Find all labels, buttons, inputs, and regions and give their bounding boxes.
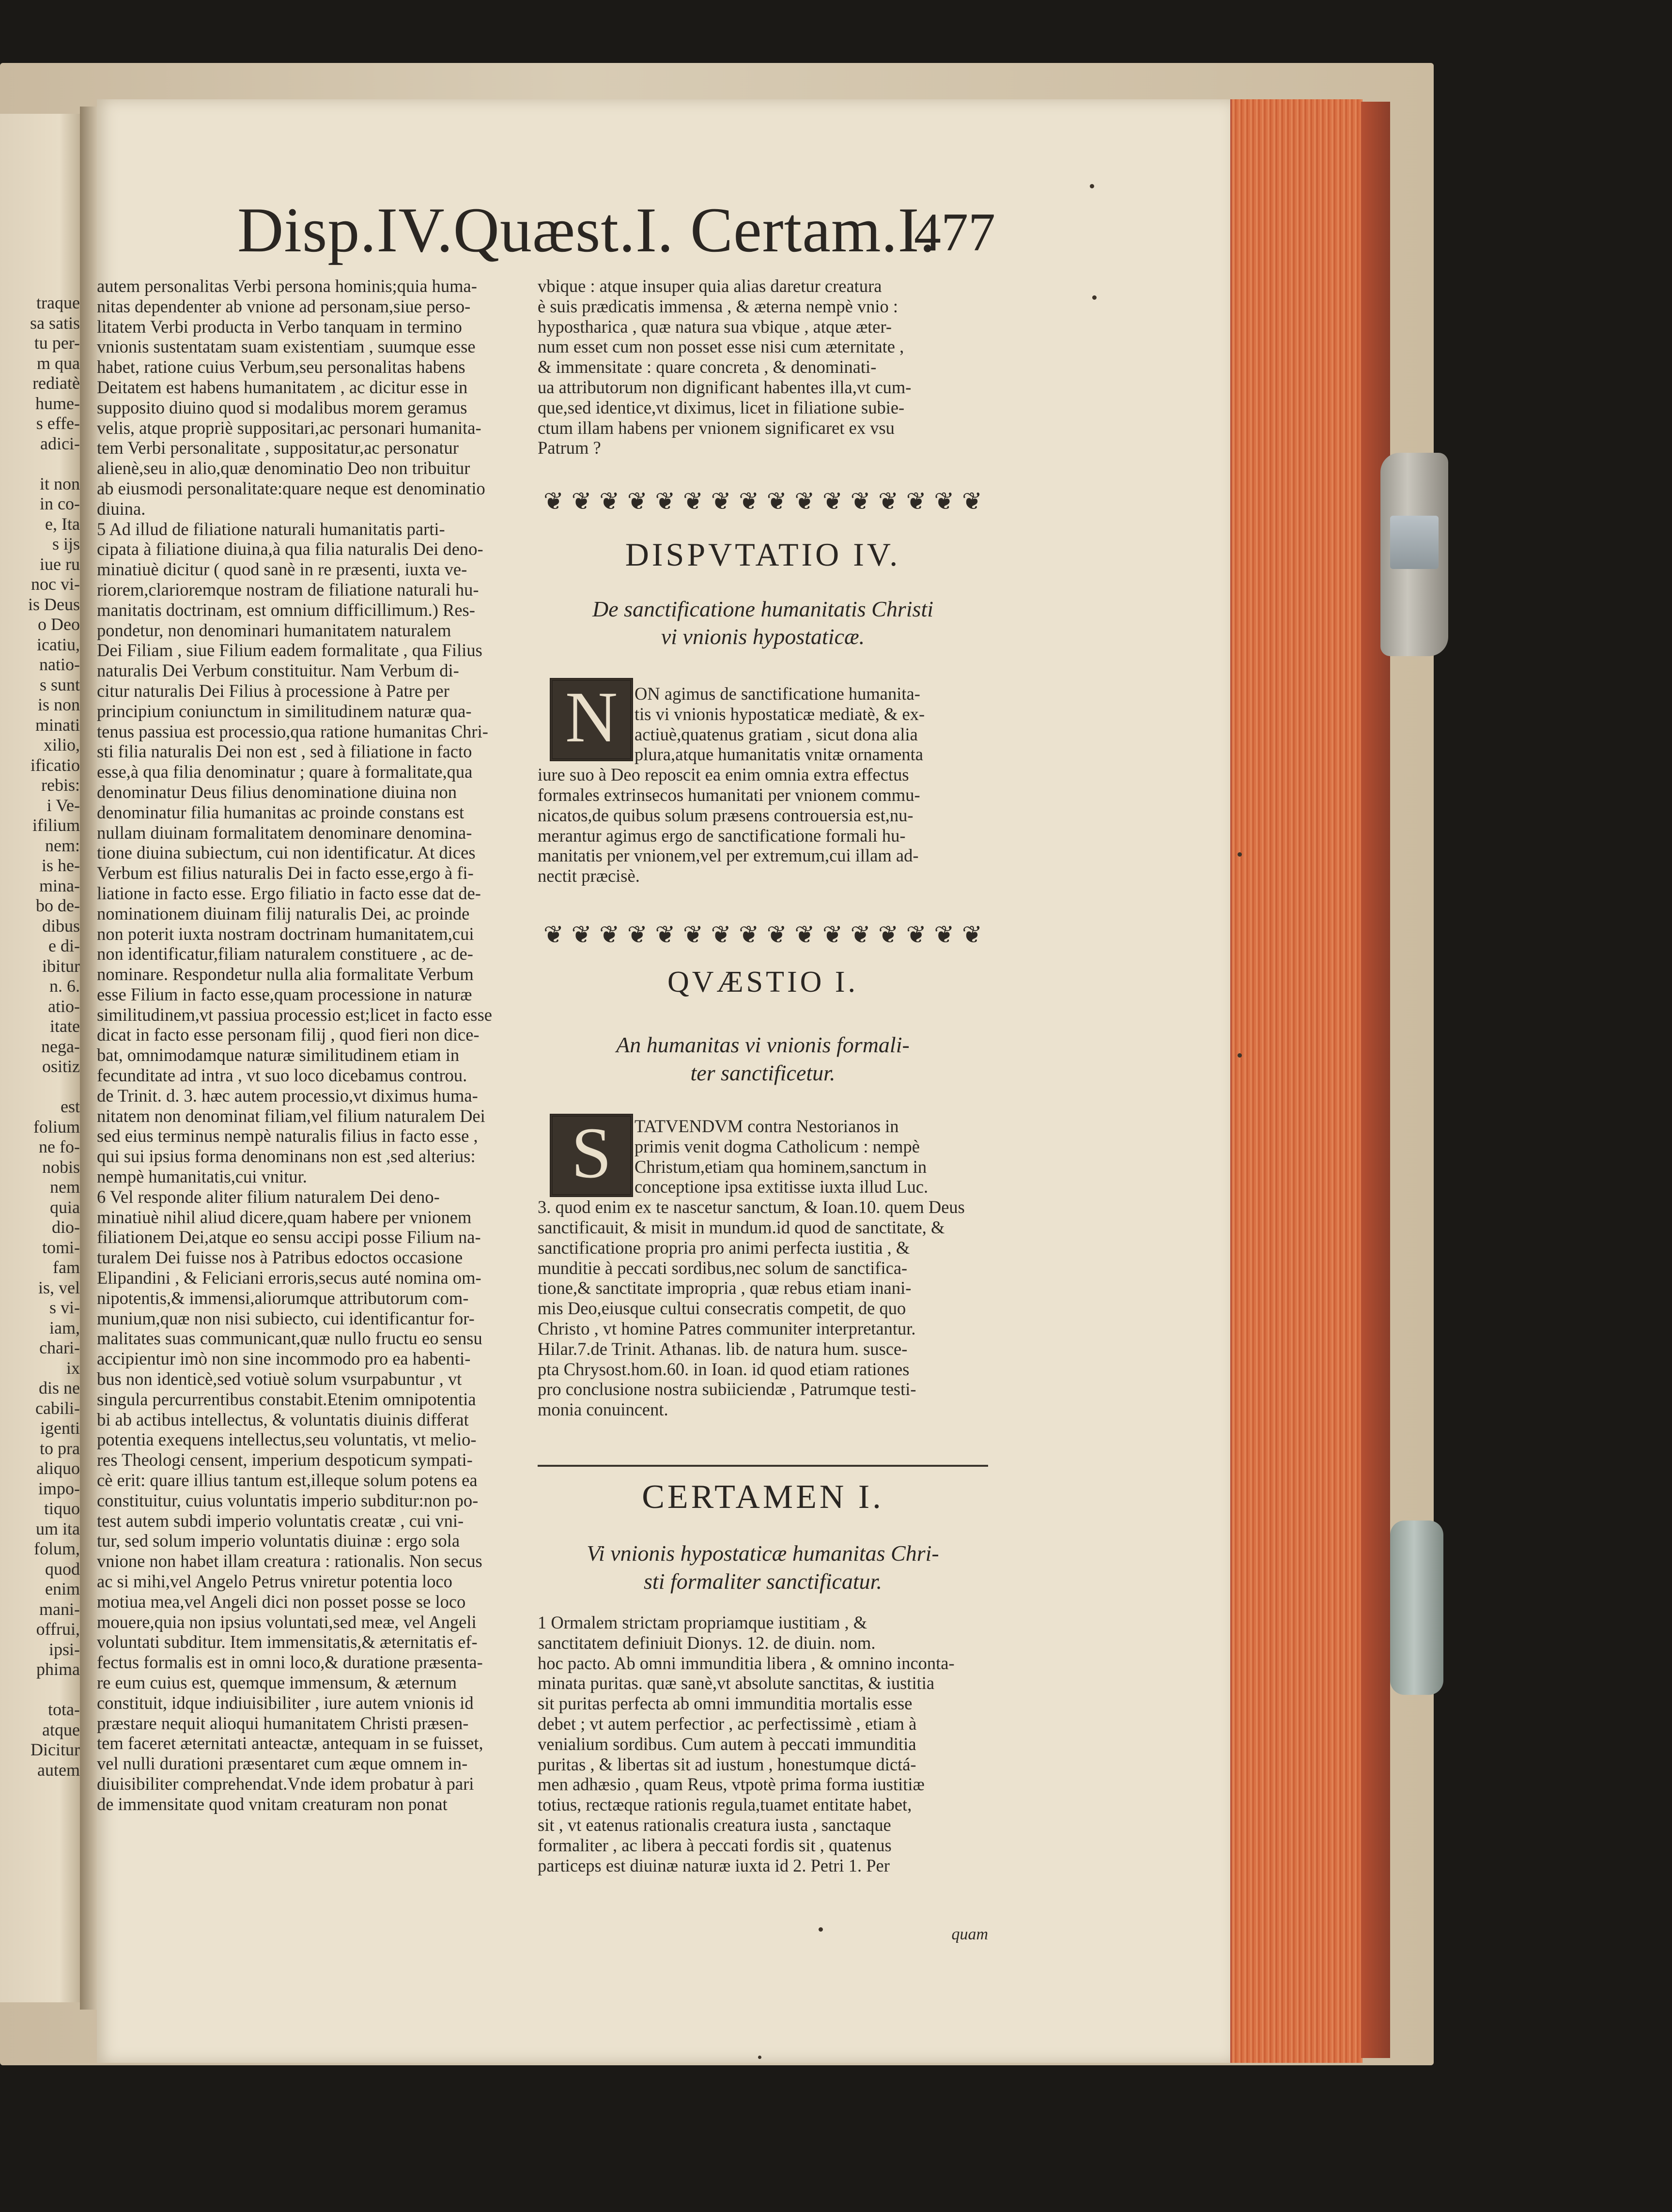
fleuron-icon: ❦ bbox=[599, 921, 620, 948]
text-line: de immensitate quod vnitam creaturam non ponat bbox=[97, 1794, 448, 1814]
left-page-fragment: adici- bbox=[40, 433, 80, 453]
fleuron-icon: ❦ bbox=[850, 921, 871, 948]
left-page-fragment: igenti bbox=[40, 1418, 80, 1438]
fleuron-icon: ❦ bbox=[934, 921, 955, 948]
left-page-fragment: e, Ita bbox=[45, 514, 80, 534]
speck bbox=[819, 1927, 823, 1932]
text-line: velis, atque propriè suppositari,ac personari humanita- bbox=[97, 417, 481, 438]
text-line: præstare nequit alioqui humanitatem Christi præsen- bbox=[97, 1713, 469, 1733]
text-line: esse,à qua filia denominatur ; quare à formalitate,qua bbox=[97, 762, 473, 782]
text-line: Elipandini , & Feliciani erroris,secus auté nomina om- bbox=[97, 1268, 481, 1288]
text-line: vnionis sustentatam suam existentiam , suumque esse bbox=[97, 337, 476, 357]
text-line: dicat in facto esse personam filij , quod fieri non dice- bbox=[97, 1025, 480, 1045]
text-line: sti filia naturalis Dei non est , sed à filiatione in facto bbox=[97, 741, 472, 762]
speck bbox=[1238, 852, 1242, 857]
right-column-continuation bbox=[538, 276, 988, 458]
section-rule bbox=[538, 1465, 988, 1467]
left-page-fragment: it non bbox=[39, 474, 80, 493]
left-page-fragment: iam, bbox=[49, 1318, 80, 1337]
fleuron-icon: ❦ bbox=[655, 488, 676, 515]
fleuron-icon: ❦ bbox=[711, 921, 731, 948]
text-line: 3. quod enim ex te nascetur sanctum, & Ioan.10. quem Deus bbox=[538, 1197, 965, 1217]
text-line: vbique : atque insuper quia alias daretur creatura bbox=[538, 276, 882, 296]
left-page-fragment: folium bbox=[33, 1117, 80, 1137]
left-page-fragment: quod bbox=[45, 1559, 80, 1579]
text-line: actiuè,quatenus gratiam , sicut dona alia bbox=[635, 724, 918, 744]
left-page-fragment: xilio, bbox=[43, 735, 80, 754]
text-line: denominatur Deus filius denominatione diuina non bbox=[97, 782, 457, 802]
text-line: plura,atque humanitatis vnitæ ornamenta bbox=[635, 744, 924, 765]
disputatio-subtitle-2: vi vnionis hypostaticæ. bbox=[661, 624, 865, 649]
quaestio-subtitle-1: An humanitas vi vnionis formali- bbox=[616, 1032, 910, 1057]
certamen-paragraph bbox=[538, 1613, 988, 1875]
disputatio-paragraph bbox=[538, 684, 988, 886]
left-page-fragment: aliquo bbox=[36, 1459, 80, 1478]
text-line: malitates suas communicant,quæ nullo fructu eo sensu bbox=[97, 1328, 482, 1349]
speck bbox=[1092, 295, 1097, 300]
fleuron-icon: ❦ bbox=[739, 488, 759, 515]
left-page bbox=[0, 114, 85, 2002]
text-line: minatiuè dicitur ( quod sanè in re præsenti, iuxta ve- bbox=[97, 559, 467, 580]
left-page-fragment: impo- bbox=[38, 1478, 80, 1498]
left-page-fragment: chari- bbox=[39, 1338, 80, 1357]
fleuron-icon: ❦ bbox=[878, 488, 899, 515]
page-number: 477 bbox=[914, 202, 995, 262]
text-line: manitatis doctrinam, est omnium difficillimum.) Res- bbox=[97, 599, 475, 620]
text-line: Christo , vt homine Patres communiter interpretantur. bbox=[538, 1318, 916, 1338]
left-page-fragment: rebis: bbox=[41, 775, 80, 795]
text-line: principium coniunctum in similitudinem naturæ qua- bbox=[97, 701, 472, 721]
text-line: nitas dependenter ab vnione ad personam,siue perso- bbox=[97, 296, 471, 316]
fleuron-icon: ❦ bbox=[766, 488, 787, 515]
fleuron-icon: ❦ bbox=[543, 488, 564, 515]
left-page-fragment: est bbox=[61, 1097, 80, 1116]
text-line: tem Verbi personalitate , suppositatur,ac personatur bbox=[97, 438, 459, 458]
text-line: primis venit dogma Catholicum : nempè bbox=[635, 1136, 920, 1156]
text-line: vnione non habet illam creatura : rationalis. Non secus bbox=[97, 1551, 482, 1571]
text-line: naturalis Dei Verbum constituitur. Nam Verbum di- bbox=[97, 661, 459, 681]
text-line: Hilar.7.de Trinit. Athanas. lib. de natura hum. susce- bbox=[538, 1338, 908, 1359]
text-line: ctum illam habens per vnionem significaret ex vsu bbox=[538, 417, 895, 438]
certamen-subtitle-1: Vi vnionis hypostaticæ humanitas Chri- bbox=[587, 1541, 939, 1566]
disputatio-subtitle-1: De sanctificatione humanitatis Christi bbox=[592, 597, 934, 621]
text-line: sanctitatem definiuit Dionys. 12. de diuin. nom. bbox=[538, 1632, 876, 1653]
text-line: bus non identicè,sed votiuè solum vsurpabuntur , vt bbox=[97, 1369, 462, 1389]
fleuron-icon: ❦ bbox=[822, 921, 843, 948]
left-page-fragment: bo de- bbox=[36, 896, 80, 915]
text-line: nullam diuinam formalitatem denominare denomina- bbox=[97, 822, 472, 843]
text-line: munditie à peccati sordibus,nec solum de sanctifica- bbox=[538, 1258, 908, 1278]
page-edges-shadow bbox=[1361, 102, 1390, 2058]
left-page-fragment: folum, bbox=[34, 1539, 80, 1558]
left-page-fragment: nem bbox=[50, 1177, 80, 1197]
text-line: habet, ratione cuius Verbum,seu personalitas habens bbox=[97, 357, 465, 377]
left-page-fragment: noc vi- bbox=[31, 574, 80, 594]
text-line: fecunditate ad intra , vt suo loco dicebamus controu. bbox=[97, 1065, 467, 1086]
left-page-fragment: icatiu, bbox=[37, 634, 80, 654]
text-line: sit , vt eatenus rationalis creatura iusta , sanctaque bbox=[538, 1814, 891, 1835]
quaestio-title: QVÆSTIO I. bbox=[667, 966, 859, 998]
left-page-fragment: autem bbox=[37, 1760, 80, 1780]
text-line: autem personalitas Verbi persona hominis;quia huma- bbox=[97, 276, 477, 296]
catchword: quam bbox=[951, 1925, 988, 1943]
text-line: filiationem Dei,atque eo sensu accipi posse Filium na- bbox=[97, 1227, 481, 1247]
fleuron-icon: ❦ bbox=[850, 488, 871, 515]
text-line: singula percurrentibus constabit.Etenim omnipotentia bbox=[97, 1389, 476, 1409]
speck bbox=[1090, 184, 1094, 188]
left-page-fragment: offrui, bbox=[36, 1619, 80, 1639]
text-line: res Theologi censent, imperium despoticum sympati- bbox=[97, 1450, 473, 1470]
fleuron-icon: ❦ bbox=[906, 488, 927, 515]
text-line: nectit præcisè. bbox=[538, 866, 640, 886]
text-line: Verbum est filius naturalis Dei in facto esse,ergo à fi- bbox=[97, 863, 474, 883]
text-line: mouere,quia non ipsius voluntati,sed meæ, vel Angeli bbox=[97, 1612, 477, 1632]
text-line: litatem Verbi producta in Verbo tanquam in termino bbox=[97, 316, 462, 337]
clasp-bottom-icon bbox=[1390, 1521, 1443, 1695]
fleuron-icon: ❦ bbox=[961, 921, 982, 948]
left-page-fragment: mani- bbox=[39, 1599, 80, 1619]
text-line: particeps est diuinæ naturæ iuxta id 2. Petri 1. Per bbox=[538, 1855, 890, 1875]
text-line: hoc pacto. Ab omni immunditia libera , & omnino inconta- bbox=[538, 1653, 955, 1673]
left-page-fragment: s ijs bbox=[52, 534, 80, 553]
text-line: accipientur imò non sine incommodo pro ea habenti- bbox=[97, 1349, 471, 1369]
fleuron-icon: ❦ bbox=[571, 921, 592, 948]
left-page-fragment: dibus bbox=[42, 916, 80, 936]
text-line: turalem Dei fuisse nos à Patribus edoctos occasione bbox=[97, 1247, 463, 1268]
speck bbox=[758, 2056, 761, 2059]
left-page-fragment: ipsi- bbox=[48, 1639, 80, 1659]
text-line: ac si mihi,vel Angelo Petrus vniretur potentia loco bbox=[97, 1571, 452, 1591]
text-line: voluntati subditur. Item immensitatis,& æternitatis ef- bbox=[97, 1632, 478, 1652]
left-page-fragment: traque bbox=[36, 293, 80, 312]
text-line: qui sui ipsius forma denominans non est ,sed alterius: bbox=[97, 1146, 476, 1167]
left-page-fragment: quia bbox=[50, 1197, 80, 1217]
text-line: ON agimus de sanctificatione humanita- bbox=[635, 684, 920, 704]
left-page-fragment: natio- bbox=[39, 655, 80, 674]
fleuron-icon: ❦ bbox=[906, 921, 927, 948]
left-page-fragment: in co- bbox=[40, 494, 80, 513]
fleuron-icon: ❦ bbox=[961, 488, 982, 515]
left-page-fragment: dio- bbox=[52, 1217, 80, 1237]
text-line: non poterit iuxta nostram doctrinam humanitatem,cui bbox=[97, 923, 474, 944]
left-page-fragment: minati bbox=[35, 715, 80, 735]
left-page-fragment: fam bbox=[53, 1258, 80, 1277]
text-line: formaliter , ac libera à peccati fordis sit , quatenus bbox=[538, 1835, 892, 1855]
text-line: que,sed identice,vt diximus, licet in filiatione subie- bbox=[538, 397, 905, 417]
running-head: Disp.IV.Quæst.I. Certam.I. bbox=[237, 194, 936, 265]
left-page-fragment: enim bbox=[45, 1579, 80, 1598]
left-page-fragment: s sunt bbox=[39, 675, 80, 694]
text-line: potentia exequens intellectus,seu voluntatis, vt melio- bbox=[97, 1429, 477, 1450]
left-page-fragment: o Deo bbox=[38, 614, 80, 634]
text-line: alienè,seu in alio,quæ denominatio Deo non tribuitur bbox=[97, 458, 470, 478]
fleuron-icon: ❦ bbox=[822, 488, 843, 515]
left-page-fragment: to pra bbox=[40, 1438, 80, 1458]
left-page-fragment: tiquo bbox=[44, 1499, 80, 1518]
fleuron-icon: ❦ bbox=[683, 921, 703, 948]
text-line: & immensitate : quare concreta , & denominati- bbox=[538, 357, 877, 377]
left-column-text bbox=[97, 276, 523, 1814]
text-line: 6 Vel responde aliter filium naturalem Dei deno- bbox=[97, 1186, 440, 1207]
text-line: Patrum ? bbox=[538, 438, 601, 458]
left-page-fragment: e di- bbox=[48, 936, 80, 955]
text-line: Dei Filiam , siue Filium eadem formalitate , qua Filius bbox=[97, 640, 482, 661]
text-line: minata puritas. quæ sanè,vt absolute sanctitas, & iustitia bbox=[538, 1673, 935, 1693]
left-page-fragment: ifilium bbox=[32, 815, 80, 835]
text-line: fectus formalis est in omni loco,& duratione præsenta- bbox=[97, 1652, 483, 1673]
text-line: ab eiusmodi personalitate:quare neque est denominatio bbox=[97, 478, 485, 498]
text-line: re eum cuius est, quemque immensum, & æternum bbox=[97, 1672, 457, 1692]
text-line: citur naturalis Dei Filius à processione à Patre per bbox=[97, 680, 449, 701]
text-line: similitudinem,vt passiua processio est;licet in facto esse bbox=[97, 1004, 493, 1025]
text-line: de Trinit. d. 3. hæc autem processio,vt diximus huma- bbox=[97, 1085, 478, 1106]
left-page-fragment: rediatè bbox=[32, 373, 80, 393]
text-line: totius, rectæque rationis regula,tuamet entitate habet, bbox=[538, 1795, 912, 1815]
certamen-title: CERTAMEN I. bbox=[642, 1478, 884, 1516]
fleuron-icon: ❦ bbox=[655, 921, 676, 948]
left-page-fragment: tomi- bbox=[42, 1237, 80, 1257]
left-page-fragment: tu per- bbox=[34, 333, 80, 353]
left-page-fragment: iue ru bbox=[40, 554, 80, 574]
text-line: nipotentis,& immensi,aliorumque attributorum com- bbox=[97, 1288, 469, 1308]
left-page-fragment: m qua bbox=[37, 353, 80, 373]
text-line: debet ; vt autem perfectior , ac perfectissimè , etiam à bbox=[538, 1713, 917, 1734]
text-line: mis Deo,eiusque cultui consecratis competit, de quo bbox=[538, 1298, 906, 1319]
text-line: tem faceret æternitati anteactæ, antequam in se fuisset, bbox=[97, 1733, 483, 1753]
text-line: sit puritas perfecta ab omni immunditia mortalis esse bbox=[538, 1693, 913, 1714]
fleuron-icon: ❦ bbox=[766, 921, 787, 948]
text-line: diuina. bbox=[97, 498, 146, 519]
text-line: num esset cum non posset esse nisi cum æternitate , bbox=[538, 337, 904, 357]
left-page-fragment: sa satis bbox=[30, 313, 80, 333]
text-line: liatione in facto esse. Ergo filiatio in facto esse dat de- bbox=[97, 883, 481, 903]
fleuron-icon: ❦ bbox=[794, 921, 815, 948]
left-page-fragment: atio- bbox=[48, 996, 80, 1016]
left-page-fragment: is he- bbox=[42, 856, 80, 875]
text-line: sanctificatione propria pro animi perfecta iustitia , & bbox=[538, 1237, 910, 1258]
quaestio-subtitle-2: ter sanctificetur. bbox=[690, 1060, 836, 1085]
text-line: TATVENDVM contra Nestorianos in bbox=[635, 1116, 899, 1136]
text-line: monia conuincent. bbox=[538, 1399, 668, 1420]
text-line: tione diuina subiectum, cui non identificatur. At dices bbox=[97, 843, 476, 863]
left-page-fragment: i Ve- bbox=[46, 795, 80, 815]
text-line: sed eius terminus nempè naturalis filius in facto esse , bbox=[97, 1126, 478, 1146]
left-page-fragment: nobis bbox=[42, 1157, 80, 1177]
left-page-fragment: Dicitur bbox=[31, 1740, 80, 1759]
certamen-subtitle-2: sti formaliter sanctificatur. bbox=[644, 1569, 882, 1594]
disputatio-title: DISPVTATIO IV. bbox=[625, 536, 901, 573]
text-line: Deitatem est habens humanitatem , ac dicitur esse in bbox=[97, 377, 468, 397]
page-edges bbox=[1230, 99, 1362, 2063]
left-page-fragment: is Deus bbox=[28, 594, 80, 614]
text-line: motiua mea,vel Angeli dici non posset posse se loco bbox=[97, 1591, 466, 1612]
left-page-fragment: hume- bbox=[35, 393, 80, 413]
text-line: nicatos,de quibus solum præsens controuersia est,nu- bbox=[538, 805, 913, 825]
text-line: sanctificauit, & misit in mundum.id quod de sanctitate, & bbox=[538, 1217, 945, 1237]
fleuron-icon: ❦ bbox=[739, 921, 759, 948]
text-line: pta Chrysost.hom.60. in Ioan. id quod etiam rationes bbox=[538, 1359, 910, 1379]
text-line: supposito diuino quod si modalibus morem geramus bbox=[97, 397, 467, 417]
left-page-fragment: is, vel bbox=[38, 1277, 80, 1297]
fleuron-icon: ❦ bbox=[571, 488, 592, 515]
text-line: nitatem non denominat filiam,vel filium naturalem Dei bbox=[97, 1106, 485, 1126]
text-line: hypostharica , quæ natura sua vbique , atque æter- bbox=[538, 316, 892, 337]
text-line: tione,& sanctitate impropria , quæ rebus etiam inani- bbox=[538, 1278, 912, 1298]
text-line: munium,quæ non nisi subiecto, cui identificantur for- bbox=[97, 1308, 475, 1328]
dropcap-n: N bbox=[550, 678, 633, 761]
text-line: pro conclusione nostra subiiciendæ , Patrumque testi- bbox=[538, 1379, 916, 1399]
text-line: puritas , & libertas sit ad iustum , honestumque dictá- bbox=[538, 1754, 916, 1774]
ornament-band bbox=[540, 920, 986, 949]
text-line: Christum,etiam qua hominem,sanctum in bbox=[635, 1156, 927, 1177]
text-line: 5 Ad illud de filiatione naturali humanitatis parti- bbox=[97, 519, 445, 539]
fleuron-icon: ❦ bbox=[627, 921, 648, 948]
left-page-fragment: nega- bbox=[41, 1036, 80, 1056]
text-line: pondetur, non denominari humanitatem naturalem bbox=[97, 620, 451, 640]
left-page-fragment: atque bbox=[42, 1720, 80, 1739]
text-line: cè erit: quare illius tantum est,illeque solum potens ea bbox=[97, 1470, 478, 1490]
left-page-fragment: itate bbox=[50, 1016, 80, 1036]
text-line: venialium sordibus. Cum autem à peccati immunditia bbox=[538, 1734, 916, 1754]
left-page-fragment: dis ne bbox=[39, 1378, 80, 1398]
left-page-fragment: ositiz bbox=[42, 1057, 80, 1076]
fleuron-icon: ❦ bbox=[794, 488, 815, 515]
left-page-fragment: ificatio bbox=[31, 755, 80, 775]
left-page-fragment: nem: bbox=[45, 835, 80, 855]
text-line: tenus passiua est processio,qua ratione humanitas Chri- bbox=[97, 721, 488, 741]
text-line: nominare. Respondetur nulla alia formalitate Verbum bbox=[97, 964, 474, 984]
text-line: constituit, idque indiuisibiliter , iure autem vnionis id bbox=[97, 1692, 474, 1713]
fleuron-icon: ❦ bbox=[683, 488, 703, 515]
text-line: è suis prædicatis immensa , & æterna nempè vnio : bbox=[538, 296, 898, 316]
fleuron-icon: ❦ bbox=[934, 488, 955, 515]
text-line: men adhæsio , quam Reus, vtpotè prima forma iustitiæ bbox=[538, 1774, 925, 1795]
text-line: formales extrinsecos humanitati per vnionem commu- bbox=[538, 784, 920, 805]
text-line: bi ab actibus intellectus, & voluntatis diuinis differat bbox=[97, 1409, 469, 1429]
text-line: bat, omnimodamque naturæ similitudinem etiam in bbox=[97, 1045, 460, 1065]
left-page-fragment: ix bbox=[66, 1358, 80, 1378]
fleuron-icon: ❦ bbox=[711, 488, 731, 515]
fleuron-icon: ❦ bbox=[878, 921, 899, 948]
text-line: merantur agimus ergo de sanctificatione formali hu- bbox=[538, 825, 906, 845]
text-line: tis vi vnionis hypostaticæ mediatè, & ex- bbox=[635, 704, 925, 724]
left-page-fragment: cabili- bbox=[35, 1398, 80, 1418]
text-line: riorem,clarioremque nostram de filiatione naturali hu- bbox=[97, 579, 479, 599]
text-line: constituitur, cuius voluntatis imperio subditur:non po- bbox=[97, 1490, 479, 1510]
quaestio-paragraph bbox=[538, 1116, 988, 1420]
left-page-fragment: mina- bbox=[39, 876, 80, 895]
text-line: denominatur filia humanitas ac proinde constans est bbox=[97, 802, 464, 822]
left-page-fragment: ibitur bbox=[42, 956, 80, 976]
text-line: nempè humanitatis,cui vnitur. bbox=[97, 1167, 307, 1187]
left-page-fragment: um ita bbox=[36, 1519, 80, 1538]
left-page-fragment: ne fo- bbox=[39, 1137, 80, 1156]
text-line: diuisibiliter comprehendat.Vnde idem probatur à pari bbox=[97, 1773, 474, 1794]
text-line: conceptione ipsa extitisse iuxta illud Luc. bbox=[635, 1177, 929, 1197]
text-line: 1 Ormalem strictam propriamque iustitiam , & bbox=[538, 1613, 867, 1632]
text-line: test autem subdi imperio voluntatis creatæ , cui vni- bbox=[97, 1510, 464, 1531]
ornament-band bbox=[540, 487, 986, 516]
left-page-fragment: is non bbox=[37, 695, 80, 714]
text-line: manitatis per vnionem,vel per extremum,cui illam ad- bbox=[538, 845, 919, 866]
left-page-fragment: tota- bbox=[48, 1700, 80, 1719]
dropcap-s: S bbox=[550, 1114, 633, 1197]
text-line: esse Filium in facto esse,quam processione in naturæ bbox=[97, 984, 472, 1004]
left-page-fragment: s vi- bbox=[49, 1298, 80, 1317]
text-line: cipata à filiatione diuina,à qua filia naturalis Dei deno- bbox=[97, 539, 483, 559]
text-line: minatiuè nihil aliud dicere,quam habere per vnionem bbox=[97, 1207, 472, 1227]
left-page-fragment: s effe- bbox=[36, 414, 80, 433]
left-page-fragment: n. 6. bbox=[49, 976, 80, 996]
speck bbox=[1238, 1053, 1242, 1058]
text-line: nominationem diuinam filij naturalis Dei, ac proinde bbox=[97, 903, 470, 923]
text-line: iure suo à Deo reposcit ea enim omnia extra effectus bbox=[538, 765, 909, 785]
clasp-top-icon bbox=[1380, 453, 1448, 656]
text-line: tur, sed solum imperio voluntatis diuinæ : ergo sola bbox=[97, 1531, 460, 1551]
text-line: non identificatur,filiam naturalem constituere , ac de- bbox=[97, 944, 473, 964]
fleuron-icon: ❦ bbox=[599, 488, 620, 515]
fleuron-icon: ❦ bbox=[627, 488, 648, 515]
left-page-fragment: phima bbox=[36, 1659, 80, 1679]
text-line: vel nulli durationi præsentaret cum æque omnem in- bbox=[97, 1753, 468, 1774]
fleuron-icon: ❦ bbox=[543, 921, 564, 948]
text-line: ua attributorum non dignificant habentes illa,vt cum- bbox=[538, 377, 912, 397]
